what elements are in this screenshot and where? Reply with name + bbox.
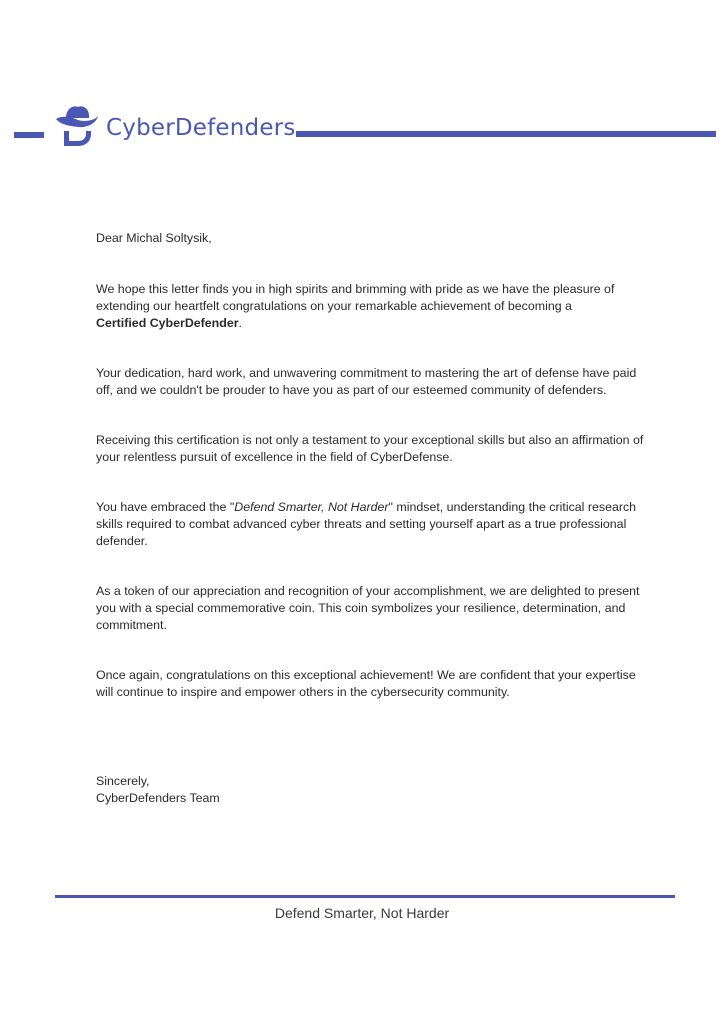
letter-body [96, 230, 656, 807]
letterhead [0, 95, 724, 155]
paragraph-coin: As a token of our appreciation and recognition of your accomplishment, we are delighted to present you with a special commemorative coin. This coin symbolizes your resilience, determination, and commitment. [96, 584, 640, 632]
paragraph-certification: Receiving this certification is not only a testament to your exceptional skills but also an affirmation of your relentless pursuit of excellence in the field of CyberDefense. [96, 433, 644, 464]
paragraph-text: " mindset, understanding the critical research skills required to combat advanced cyber threats and setting yourself apart as a true professional defender. [96, 500, 637, 548]
hat-and-shield-icon [52, 101, 102, 151]
header-bar-right [296, 131, 716, 137]
footer-divider [55, 895, 675, 898]
paragraph-closing-remarks: Once again, congratulations on this exceptional achievement! We are confident that your expertise will continue to inspire and empower others in the cybersecurity community. [96, 668, 636, 699]
closing: Sincerely, [96, 774, 150, 788]
paragraph-dedication: Your dedication, hard work, and unwavering commitment to mastering the art of defense have paid off, and we couldn't be prouder to have you as part of our esteemed community of defenders. [96, 366, 637, 397]
header-bar-left [14, 132, 44, 138]
brand-name: CyberDefenders [106, 115, 296, 141]
signature: CyberDefenders Team [96, 791, 220, 805]
paragraph-text: We hope this letter finds you in high spirits and brimming with pride as we have the pleasure of extending our heartfelt congratulations on your remarkable achievement of becoming a [96, 282, 615, 313]
period: . [238, 316, 242, 330]
paragraph-mindset [96, 499, 656, 550]
certification-title: Certified CyberDefender [96, 316, 239, 330]
paragraph-text: You have embraced the " [96, 500, 235, 514]
paragraph-congratulations [96, 281, 656, 332]
footer-tagline: Defend Smarter, Not Harder [274, 905, 450, 921]
greeting: Dear Michal Soltysik, [96, 231, 212, 245]
motto: Defend Smarter, Not Harder [234, 500, 389, 514]
